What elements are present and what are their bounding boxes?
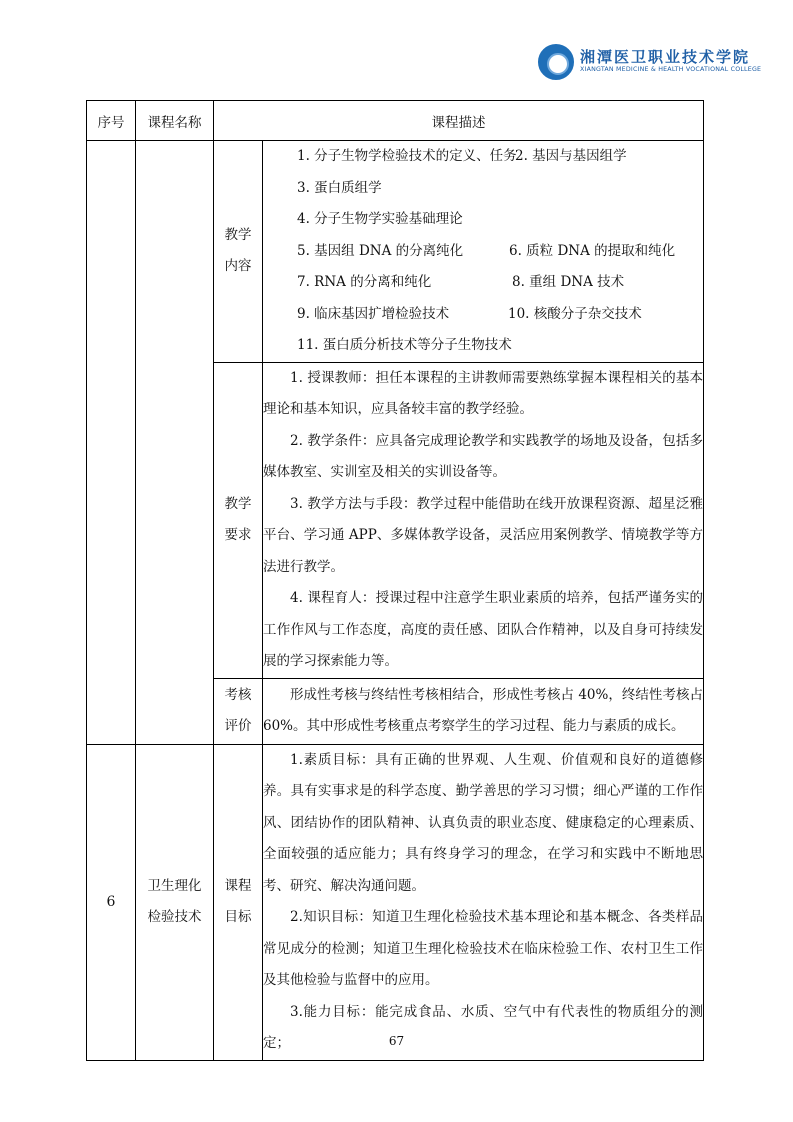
college-seal-icon [538,44,574,80]
list-item: 1. 分子生物学检验技术的定义、任务 2. 基因与基因组学 [297,148,627,164]
header-course-name: 课程名称 [136,101,214,141]
header-no: 序号 [87,101,136,141]
goal-paragraph: 3.能力目标：能完成食品、水质、空气中有代表性的物质组分的测定； [263,1003,703,1051]
list-item: 3. 蛋白质组学 [297,179,382,196]
evaluation-cell [263,678,704,744]
list-item: 7. RNA 的分离和纯化 8. 重组 DNA 技术 [297,274,625,290]
course-table [86,100,704,1061]
goal-paragraph: 1.素质目标：具有正确的世界观、人生观、价值观和良好的道德修养。具有实事求是的科学态度、勤学善思的学习习惯；细心严谨的工作作风、团结协作的团队精神、认真负责的职业态度、健康稳定的心理素质、全面较强的适应能力；具有终身学习的理念，在学习和实践中不断地思考、研究、解决沟通问题。 [263,751,703,894]
list-item: 11. 蛋白质分析技术等分子生物技术 [297,337,512,353]
table-row [87,141,704,363]
requirement-paragraph: 1. 授课教师：担任本课程的主讲教师需要熟练掌握本课程相关的基本理论和基本知识，应具备较丰富的教学经验。 [263,369,703,417]
list-item: 9. 临床基因扩增检验技术 10. 核酸分子杂交技术 [297,305,642,322]
content-cell [263,141,704,363]
list-item: 4. 分子生物学实验基础理论 [297,211,463,227]
requirement-paragraph: 4. 课程育人：授课过程中注意学生职业素质的培养，包括严谨务实的工作作风与工作态度，高度的责任感、团队合作精神，以及自身可持续发展的学习探索能力等。 [263,590,703,669]
evaluation-text: 形成性考核与终结性考核相结合，形成性考核占 40%，终结性考核占 60%。其中形成性考核重点考察学生的学习过程、能力与素质的成长。 [263,686,703,734]
list-item: 5. 基因组 DNA 的分离纯化 6. 质粒 DNA 的提取和纯化 [297,242,676,259]
empty-name-cell [136,141,214,745]
table-header-row [87,101,704,141]
evaluation-label: 考核评价 [214,678,263,744]
college-logo [538,44,762,84]
logo-english-name: XIANGTAN MEDICINE & HEALTH VOCATIONAL COLLEGE [580,66,762,73]
goals-cell [263,744,704,1060]
table-row [87,744,704,1060]
header-course-desc: 课程描述 [214,101,704,141]
goal-paragraph: 2.知识目标：知道卫生理化检验技术基本理论和基本概念、各类样品常见成分的检测；知道卫生理化检验技术在临床检验工作、农村卫生工作及其他检验与监督中的应用。 [263,909,703,988]
requirements-label: 教学要求 [214,362,263,678]
row-number: 6 [87,744,136,1060]
requirement-paragraph: 3. 教学方法与手段：教学过程中能借助在线开放课程资源、超星泛雅平台、学习通 APP、多媒体教学设备，灵活应用案例教学、情境教学等方法进行教学。 [263,495,703,575]
requirements-cell [263,362,704,678]
course-name: 卫生理化检验技术 [136,744,214,1060]
requirement-paragraph: 2. 教学条件：应具备完成理论教学和实践教学的场地及设备，包括多媒体教室、实训室及相关的实训设备等。 [263,432,703,480]
logo-chinese-name: 湘潭医卫职业技术学院 [580,48,751,66]
goals-label: 课程目标 [214,744,263,1060]
content-label: 教学内容 [214,141,263,363]
page-number: 67 [388,1034,405,1048]
empty-no-cell [87,141,136,745]
